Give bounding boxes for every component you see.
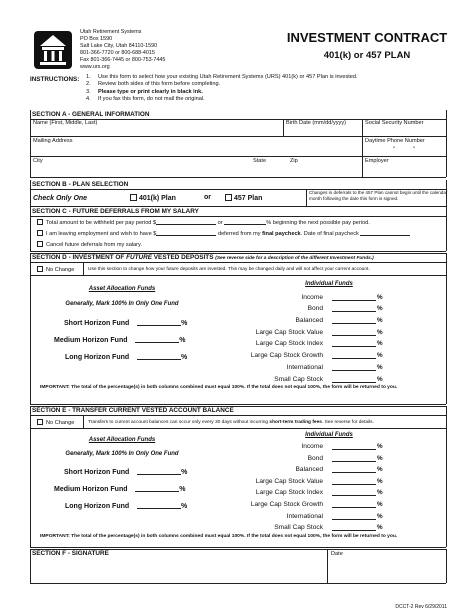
section-d-no-change-checkbox[interactable] [37,266,43,272]
fund-small-cap-input[interactable] [332,376,376,383]
short-horizon-row: Short Horizon Fund % [64,469,188,476]
fund-lcs-value-input[interactable] [332,329,376,336]
section-d-title: SECTION D - INVESTMENT OF FUTURE VESTED DEPOSITS (See reverse side for a description of the different Investment Funds.) [30,253,446,263]
fund-small-cap-input[interactable] [332,524,376,531]
fund-income-label: Income [301,443,323,450]
fund-income-input[interactable] [332,443,376,450]
fund-bond-label: Bond [307,305,323,312]
fund-lcs-index-input[interactable] [332,340,376,347]
fund-income-input[interactable] [332,294,376,301]
plan-457-checkbox[interactable] [225,194,232,201]
section-a-title: SECTION A - GENERAL INFORMATION [30,110,446,119]
zip-field[interactable]: Zip [290,158,298,164]
plan-or-label: or [204,194,211,201]
phone-separator: - [413,145,415,151]
final-paycheck-date-input[interactable] [360,235,410,236]
org-name: Utah Retirement Systems [80,29,142,35]
org-city: Salt Lake City, Utah 84110-1590 [80,43,158,50]
short-horizon-input[interactable] [137,474,181,475]
medium-horizon-row: Medium Horizon Fund % [54,337,186,344]
pct-sign: % [377,294,383,301]
fund-bond-input[interactable] [332,305,376,312]
section-e-no-change-checkbox[interactable] [37,419,43,425]
pct-sign: % [377,317,383,324]
page-title: INVESTMENT CONTRACT [286,30,448,45]
fund-lcs-growth-label: Large Cap Stock Growth [250,501,323,508]
mark-one-fund-note: Generally, Mark 100% In Only One Fund [65,301,179,307]
final-paycheck-checkbox[interactable] [37,230,43,236]
fund-balanced-label: Balanced [295,466,323,473]
fund-bond-input[interactable] [332,455,376,462]
pct-sign: % [377,513,383,520]
section-c-title: SECTION C - FUTURE DEFERRALS FROM MY SALARY [30,207,446,216]
instructions-list [86,74,358,104]
pct-sign: % [377,478,383,485]
medium-horizon-input[interactable] [135,491,179,492]
deferral-amount-input[interactable] [156,224,216,225]
medium-horizon-input[interactable] [135,342,179,343]
fund-small-cap-label: Small Cap Stock [274,524,323,531]
pct-sign: % [377,340,383,347]
instruction-item: 4. If you fax this form, do not mail the original. [86,96,205,103]
mailing-address-field[interactable]: Mailing Address [33,138,73,144]
section-d-note: Use this section to change how your future deposits are invested. This may be changed daily and will not affect your current account. [88,267,370,272]
fund-income-label: Income [301,294,323,301]
fund-bond-label: Bond [307,455,323,462]
ssn-field[interactable]: Social Security Number [365,120,424,126]
section-e-important-note: IMPORTANT: The total of the percentage(s) in both columns combined must equal 100%. If the total does not equal 100%, the form will be returned to you. [40,534,398,539]
fund-lcs-index-input[interactable] [332,489,376,496]
section-e-title: SECTION E - TRANSFER CURRENT VESTED ACCOUNT BALANCE [30,406,446,415]
instruction-item: 2. Review both sides of this form before completing. [86,81,221,88]
state-field[interactable]: State [253,158,267,164]
page-subtitle: 401(k) or 457 PLAN [323,50,411,61]
org-address [80,29,165,72]
section-d-no-change[interactable]: No Change [37,266,74,273]
name-field[interactable]: Name (First, Middle, Last) [33,120,98,126]
section-f-title: SECTION F - SIGNATURE [30,549,446,558]
pct-sign: % [377,466,383,473]
cancel-deferrals-checkbox[interactable] [37,241,43,247]
signature-field[interactable] [31,558,327,583]
long-horizon-input[interactable] [137,359,181,360]
pct-sign: % [377,443,383,450]
fund-international-input[interactable] [332,364,376,371]
pct-sign: % [377,455,383,462]
final-paycheck-amount-input[interactable] [156,235,216,236]
section-d-important-note: IMPORTANT: The total of the percentage(s) in both columns combined must equal 100%. If the total does not equal 100%, the form will be returned to you. [40,385,398,390]
instruction-item: 3. Please type or print clearly in black ink. [86,88,203,95]
asset-allocation-heading: Asset Allocation Funds [88,437,156,443]
fund-lcs-growth-input[interactable] [332,352,376,359]
fund-lcs-index-label: Large Cap Stock Index [255,340,323,347]
form-footer: DCCT-2 Rev 6/29/2011 [395,604,447,610]
pct-sign: % [377,305,383,312]
plan-401k-checkbox[interactable] [130,194,137,201]
section-e-note: Transfers to current account balances can occur only every 30 days without incurring short-term trading fees. See reverse for details. [88,420,374,425]
plan-457-note: Changes in deferrals to the 457 Plan cannot begin until the calendar month following the date this form is signed. [309,190,448,201]
check-only-one-label: Check Only One [33,195,88,202]
employer-field[interactable]: Employer [365,158,389,164]
fund-small-cap-label: Small Cap Stock [274,376,323,383]
org-po-box: PO Box 1590 [80,36,113,43]
asset-allocation-heading: Asset Allocation Funds [88,286,156,292]
instruction-item: 1. Use this form to select how your existing Utah Retirement Systems (URS) 401(k) or 457 Plan is invested. [86,74,358,80]
fund-lcs-value-label: Large Cap Stock Value [255,478,323,485]
fund-lcs-index-label: Large Cap Stock Index [255,489,323,496]
individual-funds-heading: Individual Funds [305,432,353,438]
fund-lcs-growth-label: Large Cap Stock Growth [250,352,323,359]
plan-401k-option[interactable]: 401(k) Plan [130,194,176,202]
urs-logo-icon [33,30,73,70]
cancel-deferrals-row: Cancel future deferrals from my salary. [37,241,142,248]
deferral-amount-row: Total amount to be withheld per pay period $ or % beginning the next possible pay period. [37,219,370,226]
final-paycheck-row: I am leaving employment and wish to have $ deferred from my final paycheck. Date of final paycheck [37,230,410,237]
fund-lcs-value-input[interactable] [332,478,376,485]
fund-balanced-label: Balanced [295,317,323,324]
org-fax: Fax 801-366-7445 or 800-753-7445 [80,57,166,64]
signature-date-field[interactable]: Date [331,551,343,557]
mark-one-fund-note: Generally, Mark 100% In Only One Fund [65,451,179,457]
fund-international-label: International [286,513,323,520]
medium-horizon-row: Medium Horizon Fund % [54,486,186,493]
deferral-amount-checkbox[interactable] [37,219,43,225]
org-phone: 801-366-7720 or 800-688-4015 [80,50,155,57]
pct-sign: % [377,376,383,383]
individual-funds-heading: Individual Funds [305,281,353,287]
pct-sign: % [377,524,383,531]
pct-sign: % [377,352,383,359]
fund-balanced-input[interactable] [332,466,376,473]
instructions-label: INSTRUCTIONS: [30,76,80,83]
pct-sign: % [377,501,383,508]
pct-sign: % [377,329,383,336]
phone-separator: - [393,145,395,151]
deferral-percent-input[interactable] [224,224,266,225]
pct-sign: % [377,364,383,371]
pct-sign: % [377,489,383,496]
short-horizon-row: Short Horizon Fund % [64,320,188,327]
section-e-no-change[interactable]: No Change [37,419,74,426]
city-field[interactable]: City [33,158,43,164]
long-horizon-row: Long Horizon Fund % [65,503,188,510]
org-website: www.urs.org [80,64,110,71]
long-horizon-input[interactable] [137,508,181,509]
short-horizon-input[interactable] [137,325,181,326]
daytime-phone-field[interactable]: Daytime Phone Number [365,138,425,144]
section-b-title: SECTION B - PLAN SELECTION [30,180,446,189]
long-horizon-row: Long Horizon Fund % [65,354,188,361]
fund-balanced-input[interactable] [332,317,376,324]
fund-international-input[interactable] [332,513,376,520]
birth-date-field[interactable]: Birth Date (mm/dd/yyyy) [286,120,346,126]
fund-international-label: International [286,364,323,371]
fund-lcs-growth-input[interactable] [332,501,376,508]
plan-457-option[interactable]: 457 Plan [225,194,262,202]
fund-lcs-value-label: Large Cap Stock Value [255,329,323,336]
